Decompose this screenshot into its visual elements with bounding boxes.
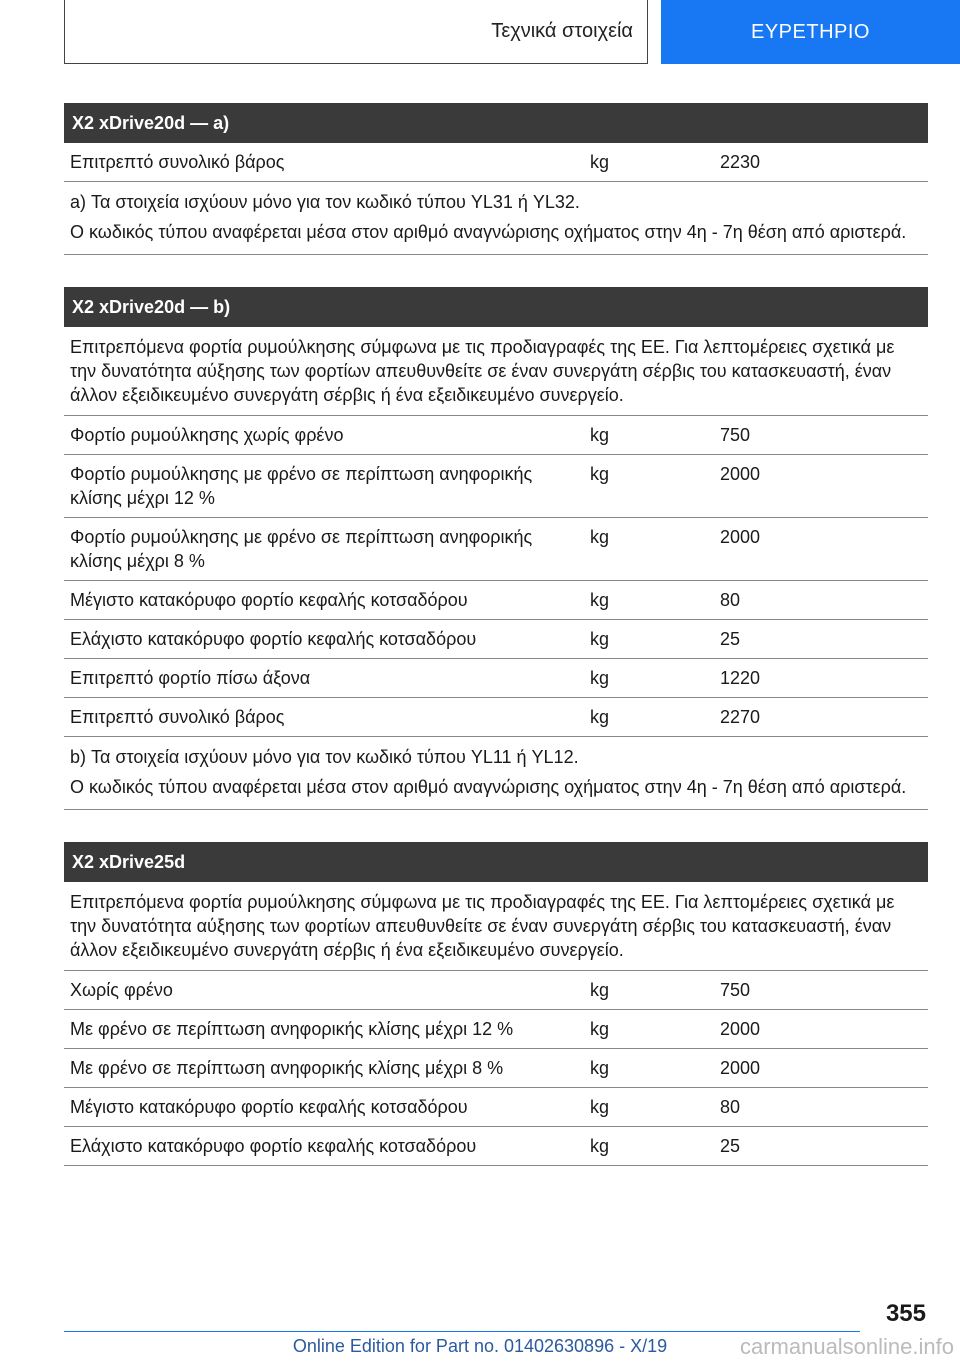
- chapter-header: [64, 0, 648, 64]
- row-value: 750: [720, 425, 751, 445]
- row-value: 2000: [720, 464, 761, 484]
- row-label: Φορτίο ρυμούλκησης με φρένο σε περίπτωση ανηφορικής κλίσης μέχρι 12 %: [70, 464, 533, 508]
- index-tab-label: ΕΥΡΕΤΗΡΙΟ: [751, 20, 870, 43]
- row-label: Φορτίο ρυμούλκησης με φρένο σε περίπτωση ανηφορικής κλίσης μέχρι 8 %: [70, 527, 533, 571]
- row-value: 2230: [720, 152, 761, 172]
- table-row: [64, 659, 928, 698]
- table-row: [64, 581, 928, 620]
- table-row: [64, 416, 928, 455]
- row-value: 2000: [720, 1019, 761, 1039]
- table-row: [64, 455, 928, 518]
- row-unit: kg: [590, 707, 610, 727]
- row-label: Μέγιστο κατακόρυφο φορτίο κεφαλής κοτσαδόρου: [70, 1097, 468, 1117]
- row-label: Μέγιστο κατακόρυφο φορτίο κεφαλής κοτσαδόρου: [70, 590, 468, 610]
- row-label: Ελάχιστο κατακόρυφο φορτίο κεφαλής κοτσαδόρου: [70, 1136, 477, 1156]
- row-value: 80: [720, 590, 741, 610]
- row-value: 750: [720, 980, 751, 1000]
- row-value: 2270: [720, 707, 761, 727]
- row-label: Επιτρεπτό συνολικό βάρος: [70, 152, 285, 172]
- table-row: [64, 698, 928, 737]
- row-value: 25: [720, 629, 741, 649]
- watermark: carmanualsonline.info: [739, 1334, 954, 1359]
- table-row: [64, 1049, 928, 1088]
- row-unit: kg: [590, 629, 610, 649]
- footnote-line: a) Τα στοιχεία ισχύουν μόνο για τον κωδικό τύπου YL31 ή YL32.: [70, 192, 580, 212]
- row-label: Με φρένο σε περίπτωση ανηφορικής κλίσης μέχρι 12 %: [70, 1019, 514, 1039]
- table-row: [64, 1010, 928, 1049]
- row-unit: kg: [590, 668, 610, 688]
- table-row: [64, 971, 928, 1010]
- row-value: 1220: [720, 668, 761, 688]
- footnote-line: b) Τα στοιχεία ισχύουν μόνο για τον κωδικό τύπου YL11 ή YL12.: [70, 747, 579, 767]
- row-unit: kg: [590, 425, 610, 445]
- row-unit: kg: [590, 1019, 610, 1039]
- section-heading: X2 xDrive20d — a): [64, 103, 928, 143]
- spec-content: [64, 103, 928, 1166]
- row-unit: kg: [590, 980, 610, 1000]
- footer-divider: [64, 1331, 860, 1332]
- row-label: Φορτίο ρυμούλκησης χωρίς φρένο: [70, 425, 344, 445]
- table-row: [64, 1127, 928, 1166]
- row-label: Επιτρεπτό φορτίο πίσω άξονα: [70, 668, 311, 688]
- footer-edition: Online Edition for Part no. 01402630896 - X/19: [292, 1336, 668, 1356]
- footnote-line: Ο κωδικός τύπου αναφέρεται μέσα στον αριθμό αναγνώρισης οχήματος στην 4η - 7η θέση από αριστερά.: [70, 777, 907, 797]
- table-row: [64, 620, 928, 659]
- row-label: Επιτρεπτό συνολικό βάρος: [70, 707, 285, 727]
- row-value: 2000: [720, 1058, 761, 1078]
- row-unit: kg: [590, 590, 610, 610]
- footnote: [64, 737, 928, 810]
- section-intro: Επιτρεπόμενα φορτία ρυμούλκησης σύμφωνα με τις προδιαγραφές της ΕΕ. Για λεπτομέρειες σχετικά με την δυνατότητα αύξησης των φορτίων απευθυνθείτε σε έναν συνεργάτη σέρβις του κατασκευαστή, έναν άλλον εξειδικευμένο συνεργάτη σέρβις ή ένα εξειδικευμένο συνεργείο.: [64, 327, 928, 416]
- table-row: [64, 1088, 928, 1127]
- section-intro: Επιτρεπόμενα φορτία ρυμούλκησης σύμφωνα με τις προδιαγραφές της ΕΕ. Για λεπτομέρειες σχετικά με την δυνατότητα αύξησης των φορτίων απευθυνθείτε σε έναν συνεργάτη σέρβις του κατασκευαστή, έναν άλλον εξειδικευμένο συνεργάτη σέρβις ή ένα εξειδικευμένο συνεργείο.: [64, 882, 928, 971]
- section-heading: X2 xDrive20d — b): [64, 287, 928, 327]
- spec-section-x2-xdrive25d: [64, 842, 928, 1166]
- row-value: 80: [720, 1097, 741, 1117]
- chapter-title: Τεχνικά στοιχεία: [491, 20, 633, 42]
- footnote: [64, 182, 928, 255]
- row-value: 25: [720, 1136, 741, 1156]
- row-unit: kg: [590, 1058, 610, 1078]
- footnote-line: Ο κωδικός τύπου αναφέρεται μέσα στον αριθμό αναγνώρισης οχήματος στην 4η - 7η θέση από αριστερά.: [70, 222, 907, 242]
- section-heading: X2 xDrive25d: [64, 842, 928, 882]
- row-label: Ελάχιστο κατακόρυφο φορτίο κεφαλής κοτσαδόρου: [70, 629, 477, 649]
- row-unit: kg: [590, 152, 610, 172]
- spec-section-x2-xdrive20d-a: [64, 103, 928, 255]
- row-unit: kg: [590, 527, 610, 547]
- spec-section-x2-xdrive20d-b: [64, 287, 928, 810]
- row-unit: kg: [590, 1136, 610, 1156]
- row-label: Χωρίς φρένο: [70, 980, 173, 1000]
- index-tab[interactable]: [661, 0, 960, 64]
- table-row: [64, 143, 928, 182]
- table-row: [64, 518, 928, 581]
- row-unit: kg: [590, 1097, 610, 1117]
- row-unit: kg: [590, 464, 610, 484]
- page-number: 355: [885, 1300, 926, 1327]
- row-label: Με φρένο σε περίπτωση ανηφορικής κλίσης μέχρι 8 %: [70, 1058, 504, 1078]
- row-value: 2000: [720, 527, 761, 547]
